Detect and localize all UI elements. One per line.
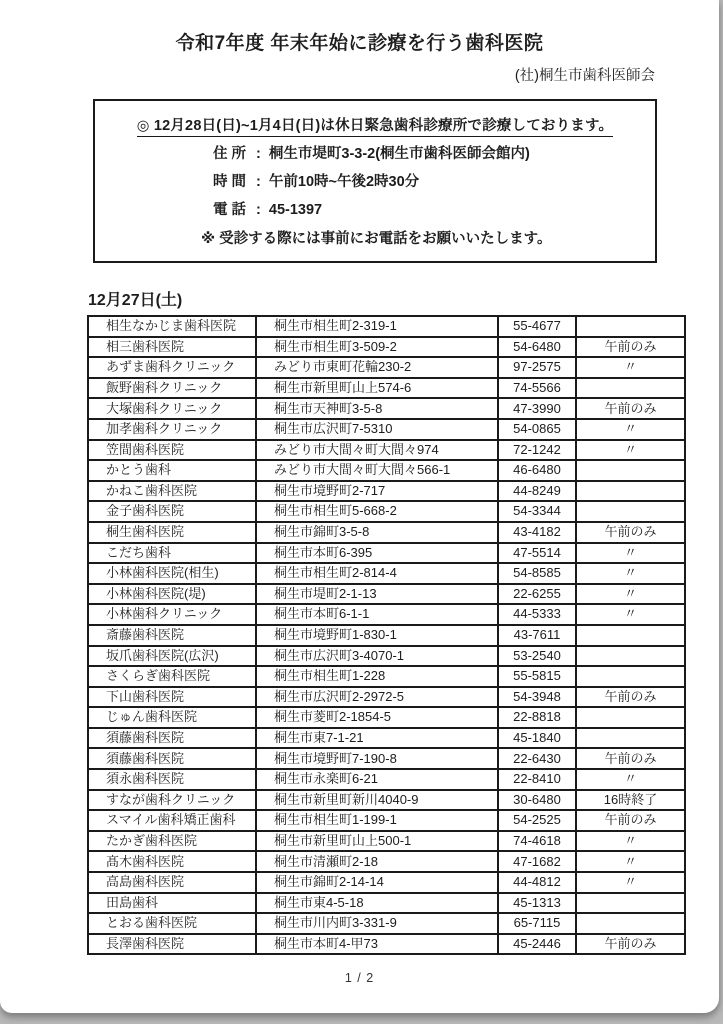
clinic-name-cell: かとう歯科 (88, 460, 256, 481)
table-row (88, 604, 685, 625)
clinic-name-cell: 斎藤歯科医院 (88, 625, 256, 646)
table-row (88, 913, 685, 934)
date-heading: 12月27日(土) (88, 292, 183, 309)
clinic-name-cell: かねこ歯科医院 (88, 481, 256, 502)
clinic-phone-cell: 30-6480 (498, 790, 576, 811)
clinic-name-cell: 須永歯科医院 (88, 769, 256, 790)
clinic-address-cell: 桐生市新里町新川4040-9 (256, 790, 498, 811)
clinic-name-cell: 須藤歯科医院 (88, 748, 256, 769)
page-number: 1 / 2 (344, 971, 375, 986)
clinic-address-cell: 桐生市堤町2-1-13 (256, 584, 498, 605)
clinic-name-cell: 小林歯科医院(相生) (88, 563, 256, 584)
clinic-note-cell (576, 378, 685, 399)
clinic-address-cell: 桐生市本町6-395 (256, 543, 498, 564)
clinic-address-cell: みどり市東町花輪230-2 (256, 357, 498, 378)
clinic-note-cell (576, 625, 685, 646)
table-row (88, 584, 685, 605)
clinic-address-cell: 桐生市広沢町3-4070-1 (256, 646, 498, 667)
clinic-phone-cell: 72-1242 (498, 440, 576, 461)
clinic-phone-cell: 47-3990 (498, 398, 576, 419)
clinic-phone-cell: 53-2540 (498, 646, 576, 667)
clinic-name-cell: 加孝歯科クリニック (88, 419, 256, 440)
clinic-phone-cell: 44-4812 (498, 872, 576, 893)
notice-line-address (213, 142, 649, 163)
clinic-note-cell (576, 646, 685, 667)
clinic-phone-cell: 47-1682 (498, 851, 576, 872)
clinic-address-cell: 桐生市新里町山上500-1 (256, 831, 498, 852)
separator: : (256, 174, 261, 190)
clinic-name-cell: 笠間歯科医院 (88, 440, 256, 461)
clinic-note-cell: 午前のみ (576, 687, 685, 708)
clinic-note-cell (576, 707, 685, 728)
table-row (88, 646, 685, 667)
clinic-phone-cell: 45-2446 (498, 934, 576, 955)
clinic-phone-cell: 22-8410 (498, 769, 576, 790)
table-row (88, 563, 685, 584)
table-row (88, 790, 685, 811)
clinic-table-body (88, 316, 685, 954)
hours-value: 午前10時~午後2時30分 (268, 174, 420, 190)
clinic-note-cell: 〃 (576, 584, 685, 605)
clinic-name-cell: 髙木歯科医院 (88, 851, 256, 872)
clinic-address-cell: 桐生市境野町1-830-1 (256, 625, 498, 646)
clinic-name-cell: 金子歯科医院 (88, 501, 256, 522)
clinic-address-cell: 桐生市相生町2-814-4 (256, 563, 498, 584)
clinic-note-cell: 〃 (576, 851, 685, 872)
clinic-phone-cell: 44-5333 (498, 604, 576, 625)
clinic-name-cell: たかぎ歯科医院 (88, 831, 256, 852)
clinic-name-cell: 坂爪歯科医院(広沢) (88, 646, 256, 667)
table-row (88, 522, 685, 543)
clinic-note-cell: 午前のみ (576, 337, 685, 358)
clinic-phone-cell: 43-7611 (498, 625, 576, 646)
clinic-name-cell: 高島歯科医院 (88, 872, 256, 893)
clinic-name-cell: 小林歯科医院(堤) (88, 584, 256, 605)
notice-line-phone (213, 198, 649, 219)
table-row (88, 872, 685, 893)
clinic-address-cell: 桐生市相生町5-668-2 (256, 501, 498, 522)
clinic-note-cell: 〃 (576, 419, 685, 440)
clinic-address-cell: 桐生市新里町山上574-6 (256, 378, 498, 399)
notice-box (93, 99, 657, 263)
clinic-address-cell: 桐生市相生町2-319-1 (256, 316, 498, 337)
clinic-address-cell: 桐生市永楽町6-21 (256, 769, 498, 790)
notice-footnote: ※ 受診する際には事前にお電話をお願いいたします。 (201, 231, 552, 247)
table-row (88, 481, 685, 502)
page-title: 令和7年度 年末年始に診療を行う歯科医院 (175, 33, 544, 54)
clinic-note-cell (576, 913, 685, 934)
clinic-phone-cell: 74-4618 (498, 831, 576, 852)
clinic-name-cell: 桐生歯科医院 (88, 522, 256, 543)
clinic-note-cell: 午前のみ (576, 934, 685, 955)
clinic-address-cell: みどり市大間々町大間々566-1 (256, 460, 498, 481)
clinic-name-cell: こだち歯科 (88, 543, 256, 564)
clinic-name-cell: 相三歯科医院 (88, 337, 256, 358)
clinic-note-cell (576, 666, 685, 687)
clinic-phone-cell: 55-4677 (498, 316, 576, 337)
table-row (88, 687, 685, 708)
clinic-name-cell: さくらぎ歯科医院 (88, 666, 256, 687)
clinic-phone-cell: 43-4182 (498, 522, 576, 543)
clinic-phone-cell: 65-7115 (498, 913, 576, 934)
clinic-phone-cell: 47-5514 (498, 543, 576, 564)
clinic-phone-cell: 54-3344 (498, 501, 576, 522)
clinic-address-cell: 桐生市広沢町2-2972-5 (256, 687, 498, 708)
table-row (88, 831, 685, 852)
clinic-phone-cell: 54-0865 (498, 419, 576, 440)
clinic-phone-cell: 22-6430 (498, 748, 576, 769)
clinic-name-cell: 田島歯科 (88, 893, 256, 914)
clinic-address-cell: 桐生市清瀬町2-18 (256, 851, 498, 872)
table-row (88, 748, 685, 769)
clinic-name-cell: あずま歯科クリニック (88, 357, 256, 378)
clinic-note-cell: 〃 (576, 604, 685, 625)
table-row (88, 378, 685, 399)
clinic-note-cell: 16時終了 (576, 790, 685, 811)
address-value: 桐生市堤町3-3-2(桐生市歯科医師会館内) (268, 146, 530, 162)
table-row (88, 357, 685, 378)
clinic-name-cell: 飯野歯科クリニック (88, 378, 256, 399)
clinic-note-cell (576, 460, 685, 481)
clinic-note-cell (576, 481, 685, 502)
clinic-note-cell (576, 728, 685, 749)
separator: : (256, 146, 261, 162)
phone-label: 電 話 (213, 202, 247, 218)
clinic-address-cell: 桐生市相生町3-509-2 (256, 337, 498, 358)
clinic-note-cell: 午前のみ (576, 398, 685, 419)
clinic-note-cell: 〃 (576, 831, 685, 852)
clinic-address-cell: 桐生市錦町2-14-14 (256, 872, 498, 893)
clinic-address-cell: 桐生市本町4-甲73 (256, 934, 498, 955)
clinic-address-cell: 桐生市天神町3-5-8 (256, 398, 498, 419)
clinic-phone-cell: 22-6255 (498, 584, 576, 605)
clinic-address-cell: 桐生市東4-5-18 (256, 893, 498, 914)
clinic-note-cell (576, 316, 685, 337)
phone-value: 45-1397 (268, 202, 323, 218)
clinic-address-cell: 桐生市菱町2-1854-5 (256, 707, 498, 728)
table-row (88, 625, 685, 646)
clinic-name-cell: すなが歯科クリニック (88, 790, 256, 811)
clinic-note-cell: 〃 (576, 872, 685, 893)
table-row (88, 501, 685, 522)
table-row (88, 728, 685, 749)
address-label: 住 所 (213, 146, 247, 162)
table-row (88, 666, 685, 687)
table-row (88, 440, 685, 461)
clinic-name-cell: スマイル歯科矯正歯科 (88, 810, 256, 831)
clinic-name-cell: 小林歯科クリニック (88, 604, 256, 625)
organization-label: (社)桐生市歯科医師会 (514, 68, 655, 84)
clinic-address-cell: 桐生市川内町3-331-9 (256, 913, 498, 934)
clinic-note-cell: 午前のみ (576, 810, 685, 831)
clinic-note-cell: 午前のみ (576, 522, 685, 543)
clinic-address-cell: みどり市大間々町大間々974 (256, 440, 498, 461)
clinic-address-cell: 桐生市本町6-1-1 (256, 604, 498, 625)
clinic-phone-cell: 55-5815 (498, 666, 576, 687)
table-row (88, 316, 685, 337)
table-row (88, 810, 685, 831)
clinic-phone-cell: 44-8249 (498, 481, 576, 502)
clinic-note-cell: 〃 (576, 440, 685, 461)
clinic-address-cell: 桐生市相生町1-228 (256, 666, 498, 687)
clinic-phone-cell: 54-8585 (498, 563, 576, 584)
clinic-phone-cell: 54-3948 (498, 687, 576, 708)
clinic-phone-cell: 46-6480 (498, 460, 576, 481)
table-row (88, 398, 685, 419)
clinic-note-cell: 午前のみ (576, 748, 685, 769)
hours-label: 時 間 (213, 174, 247, 190)
clinic-name-cell: とおる歯科医院 (88, 913, 256, 934)
clinic-note-cell: 〃 (576, 563, 685, 584)
clinic-note-cell (576, 501, 685, 522)
table-row (88, 893, 685, 914)
clinic-phone-cell: 45-1313 (498, 893, 576, 914)
clinic-note-cell: 〃 (576, 357, 685, 378)
separator: : (256, 202, 261, 218)
clinic-address-cell: 桐生市境野町2-717 (256, 481, 498, 502)
clinic-note-cell (576, 893, 685, 914)
clinic-note-cell: 〃 (576, 543, 685, 564)
clinic-name-cell: 長澤歯科医院 (88, 934, 256, 955)
clinic-phone-cell: 54-2525 (498, 810, 576, 831)
notice-headline: ◎ 12月28日(日)~1月4日(日)は休日緊急歯科診療所で診療しております。 (101, 114, 649, 135)
clinic-address-cell: 桐生市相生町1-199-1 (256, 810, 498, 831)
table-row (88, 460, 685, 481)
clinic-name-cell: じゅん歯科医院 (88, 707, 256, 728)
notice-line-hours (213, 170, 649, 191)
clinic-name-cell: 相生なかじま歯科医院 (88, 316, 256, 337)
clinic-note-cell: 〃 (576, 769, 685, 790)
table-row (88, 707, 685, 728)
table-row (88, 543, 685, 564)
table-row (88, 337, 685, 358)
clinic-phone-cell: 45-1840 (498, 728, 576, 749)
clinic-name-cell: 下山歯科医院 (88, 687, 256, 708)
table-row (88, 419, 685, 440)
clinic-phone-cell: 22-8818 (498, 707, 576, 728)
clinic-address-cell: 桐生市東7-1-21 (256, 728, 498, 749)
table-row (88, 769, 685, 790)
clinic-address-cell: 桐生市広沢町7-5310 (256, 419, 498, 440)
clinic-name-cell: 大塚歯科クリニック (88, 398, 256, 419)
table-row (88, 934, 685, 955)
clinic-address-cell: 桐生市錦町3-5-8 (256, 522, 498, 543)
clinic-phone-cell: 74-5566 (498, 378, 576, 399)
clinic-phone-cell: 54-6480 (498, 337, 576, 358)
table-row (88, 851, 685, 872)
clinic-name-cell: 須藤歯科医院 (88, 728, 256, 749)
clinic-address-cell: 桐生市境野町7-190-8 (256, 748, 498, 769)
clinic-phone-cell: 97-2575 (498, 357, 576, 378)
clinic-table (87, 315, 686, 955)
